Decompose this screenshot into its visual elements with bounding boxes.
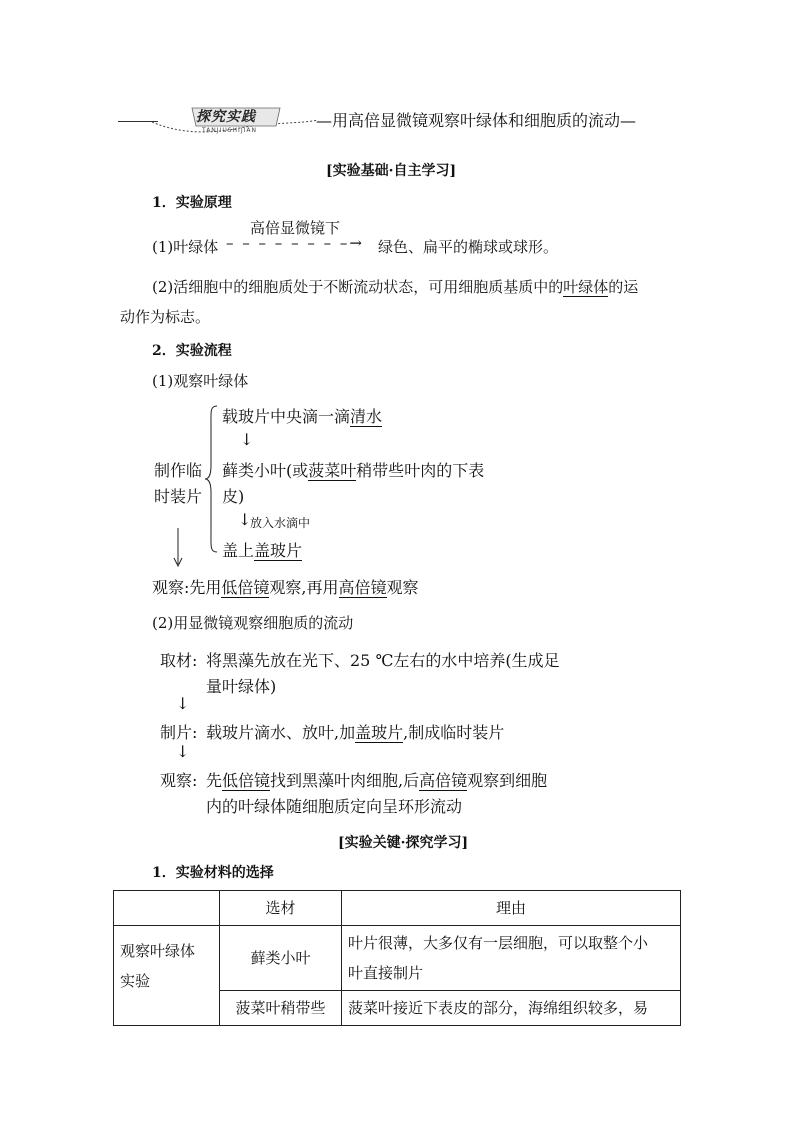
take-label: 取材:	[160, 651, 198, 670]
table-header-row	[114, 891, 681, 926]
process-heading: 2．实验流程	[152, 343, 232, 359]
principle-item1-result: 绿色、扁平的椭球或球形。	[378, 238, 559, 256]
down-arrow: ↓	[240, 430, 254, 449]
page-title: —用高倍显微镜观察叶绿体和细胞质的流动—	[316, 111, 637, 130]
underlined-answer: 低倍镜	[221, 578, 270, 597]
flow1-step2-cont: 皮)	[222, 487, 245, 506]
section-heading-key: [实验关键·探究学习]	[338, 835, 469, 851]
section-heading-basics: [实验基础·自主学习]	[326, 163, 457, 179]
underlined-answer: 叶绿体	[563, 278, 609, 296]
table-header-cell: 理由	[342, 891, 681, 926]
flow1-observe: 观察:先用低倍镜观察,再用高倍镜观察	[152, 578, 419, 597]
underlined-answer: 盖玻片	[355, 723, 404, 742]
process-sub2: (2)用显微镜观察细胞质的流动	[152, 614, 354, 632]
arrow-label-microscope: 高倍显微镜下	[250, 219, 341, 237]
materials-heading: 1．实验材料的选择	[152, 865, 274, 881]
make-slide-label-2: 时装片	[154, 487, 203, 506]
table-cell-reason: 叶片很薄，大多仅有一层细胞，可以取整个小 叶直接制片	[342, 926, 681, 991]
obs-line2: 内的叶绿体随细胞质定向呈环形流动	[206, 797, 463, 816]
underlined-answer: 清水	[350, 407, 383, 426]
make-slide-label-1: 制作临	[154, 461, 203, 480]
slide-line: 载玻片滴水、放叶,加盖玻片,制成临时装片	[206, 723, 505, 742]
arrow-note: 放入水滴中	[250, 516, 311, 530]
down-arrow-long	[172, 528, 184, 568]
flow1-step1: 载玻片中央滴一滴清水	[222, 407, 383, 426]
principle-item2-line1: (2)活细胞中的细胞质处于不断流动状态，可用细胞质基质中的叶绿体的运	[152, 278, 639, 296]
table-cell-material: 藓类小叶	[220, 926, 342, 991]
principle-heading: 1．实验原理	[152, 195, 232, 211]
underlined-answer: 低倍镜	[222, 771, 271, 790]
header-badge-subtext: TANJIUSHIJIAN	[202, 127, 257, 134]
flow1-step3: 盖上盖玻片	[222, 541, 303, 560]
underlined-answer: 高倍镜	[338, 578, 387, 597]
table-row	[114, 926, 681, 991]
table-header-cell	[114, 891, 220, 926]
principle-item2-line2: 动作为标志。	[120, 308, 211, 326]
underlined-answer: 菠菜叶	[308, 461, 357, 480]
down-arrow: ↓	[176, 742, 190, 761]
materials-table	[113, 890, 681, 1026]
obs-line1: 先低倍镜找到黑藻叶肉细胞,后高倍镜观察到细胞	[206, 771, 548, 790]
table-cell-material: 菠菜叶稍带些	[220, 991, 342, 1026]
table-header-cell: 选材	[220, 891, 342, 926]
down-arrow: ↓	[238, 510, 252, 529]
dashed-arrow: – – – – – – – –→	[226, 234, 364, 252]
underlined-answer: 高倍镜	[419, 771, 468, 790]
brace	[204, 404, 218, 554]
down-arrow: ↓	[176, 694, 190, 713]
table-row-group: 观察叶绿体 实验	[114, 926, 220, 1026]
flow1-step2: 藓类小叶(或菠菜叶稍带些叶肉的下表	[222, 461, 485, 480]
slide-label: 制片:	[160, 723, 198, 742]
header-badge-text: 探究实践	[196, 109, 256, 125]
underlined-answer: 盖玻片	[254, 541, 303, 560]
process-sub1: (1)观察叶绿体	[152, 372, 249, 390]
principle-item1-prefix: (1)叶绿体	[152, 238, 219, 256]
take-line2: 量叶绿体)	[206, 677, 277, 696]
table-cell-reason: 菠菜叶接近下表皮的部分，海绵组织较多，易	[342, 991, 681, 1026]
take-line1: 将黑藻先放在光下、25 ℃左右的水中培养(生成足	[206, 651, 560, 670]
obs-label: 观察:	[160, 771, 198, 790]
